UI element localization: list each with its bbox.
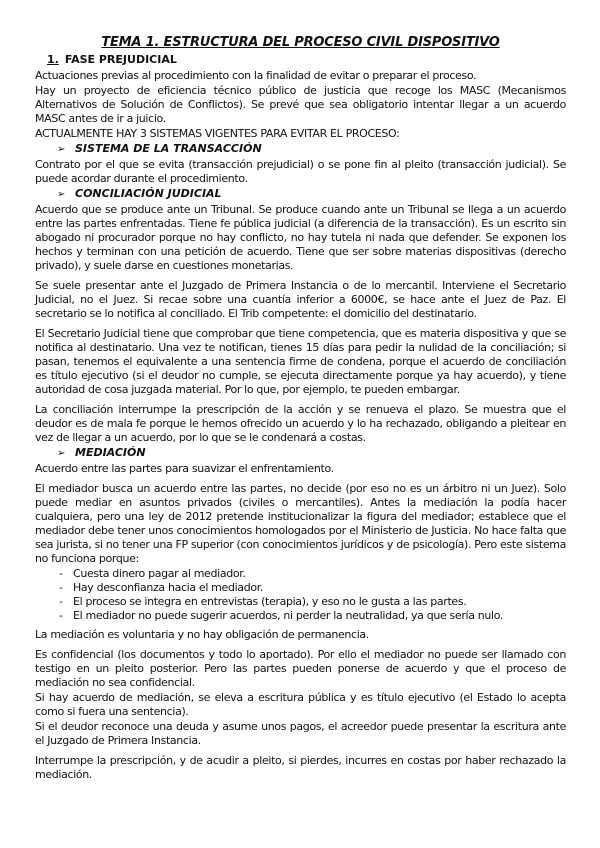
section-title: FASE PREJUDICIAL [64,53,177,66]
arrow-bullet-icon: ➢ [57,189,66,200]
paragraph: El mediador busca un acuerdo entre las partes, no decide (por eso no es un árbitro ni un Juez). Solo puede mediar en asuntos privados (civiles o mercantiles). Antes la mediación la podía hacer cualquiera, pero una ley de 2012 pretende institucionalizar la figura del mediador; establece que el mediador debe tener unos conocimientos homologados por el Ministerio de Justicia. No hace falta que sea jurista, si no tener una FP superior (con conocimientos jurídicos y de psicología). Pero este sistema no funciona porque: [35,482,566,565]
arrow-bullet-icon: ➢ [57,144,66,155]
paragraph: Contrato por el que se evita (transacción prejudicial) o se pone fin al pleito (transacción judicial). Se puede acordar durante el procedimiento. [35,158,566,185]
dash-bullet: - [59,581,63,594]
paragraph: El Secretario Judicial tiene que comprobar que tiene competencia, que es materia dispositiva y que se notifica al destinatario. Una vez te notifican, tienes 15 días para pedir la nulidad de la conciliación; si pasan, tenemos el equivalente a una sentencia firme de condena, porque el acuerdo de conciliación es título ejecutivo (si el deudor no cumple, se ejecuta directamente porque ya hay acuerdo), y tiene autoridad de cosa juzgada material. Por lo que, por ejemplo, te pueden embargar. [35,327,566,396]
paragraph: ACTUALMENTE HAY 3 SISTEMAS VIGENTES PARA EVITAR EL PROCESO: [35,127,400,140]
paragraph: Interrumpe la prescripción, y de acudir a pleito, si pierdes, incurres en costas por haber rechazado la mediación. [35,754,566,781]
paragraph: Actuaciones previas al procedimiento con la finalidad de evitar o preparar el proceso. [35,69,477,82]
paragraph: Acuerdo entre las partes para suavizar el enfrentamiento. [35,462,334,475]
list-item: - El mediador no puede sugerir acuerdos, ni perder la neutralidad, ya que sería nulo. [59,609,504,622]
paragraph: Es confidencial (los documentos y todo lo aportado). Por ello el mediador no puede ser llamado con testigo en un pleito posterior. Pero las partes pueden ponerse de acuerdo y que el proceso de mediación no sea confidencial. [35,648,566,689]
list-item: - Hay desconfianza hacia el mediador. [59,581,264,594]
paragraph: Se suele presentar ante el Juzgado de Primera Instancia o de lo mercantil. Interviene el Secretario Judicial, no el Juez. Si recae sobre una cuantía inferior a 6000€, se hace ante el Juez de Paz. El secretario se lo notifica al conciliado. El Trib competente: el domicilio del destinatario. [35,279,566,320]
paragraph: La conciliación interrumpe la prescripción de la acción y se renueva el plazo. Se muestra que el deudor es de mala fe porque le hemos ofrecido un acuerdo y lo ha rechazado, obligando a pleitear en vez de llegar a un acuerdo, por lo que se le condenará a costas. [35,403,566,444]
subsection-heading-transaccion: ➢ SISTEMA DE LA TRANSACCIÓN [57,142,262,155]
reasons-list [35,567,566,623]
paragraph: Acuerdo que se produce ante un Tribunal. Se produce cuando ante un Tribunal se llega a un acuerdo entre las partes enfrentadas. Tiene fe pública judicial (a diferencia de la transacción). Es un escrito sin abogado ni procurador porque no hay conflicto, no hay tutela ni nada que defender. Se exponen los hechos y terminan con una petición de acuerdo. Tiene que ser sobre materias dispositivas (derecho privado), y suele darse en cuestiones monetarias. [35,203,566,272]
dash-bullet: - [59,595,63,608]
paragraph: Hay un proyecto de eficiencia técnico público de justicia que recoge los MASC (Mecanismos Alternativos de Solución de Conflictos). Se prevé que sea obligatorio intentar llegar a un acuerdo MASC antes de ir a juicio. [35,84,566,125]
arrow-bullet-icon: ➢ [57,448,66,459]
list-item: - Cuesta dinero pagar al mediador. [59,567,246,580]
dash-bullet: - [59,567,63,580]
subsection-heading-conciliacion: ➢ CONCILIACIÓN JUDICIAL [57,187,222,200]
dash-bullet: - [59,609,63,622]
paragraph: Si el deudor reconoce una deuda y asume unos pagos, el acreedor puede presentar la escritura ante el Juzgado de Primera Instancia. [35,720,566,747]
paragraph: Si hay acuerdo de mediación, se eleva a escritura pública y es título ejecutivo (el Estado lo acepta como si fuera una sentencia). [35,691,566,718]
paragraph: La mediación es voluntaria y no hay obligación de permanencia. [35,628,369,641]
section-heading [47,53,566,67]
page-title: TEMA 1. ESTRUCTURA DEL PROCESO CIVIL DISPOSITIVO [101,35,500,50]
list-item: - El proceso se integra en entrevistas (terapia), y eso no le gusta a las partes. [59,595,467,608]
section-number: 1. [47,53,59,66]
subsection-heading-mediacion: ➢ MEDIACIÓN [57,446,146,459]
